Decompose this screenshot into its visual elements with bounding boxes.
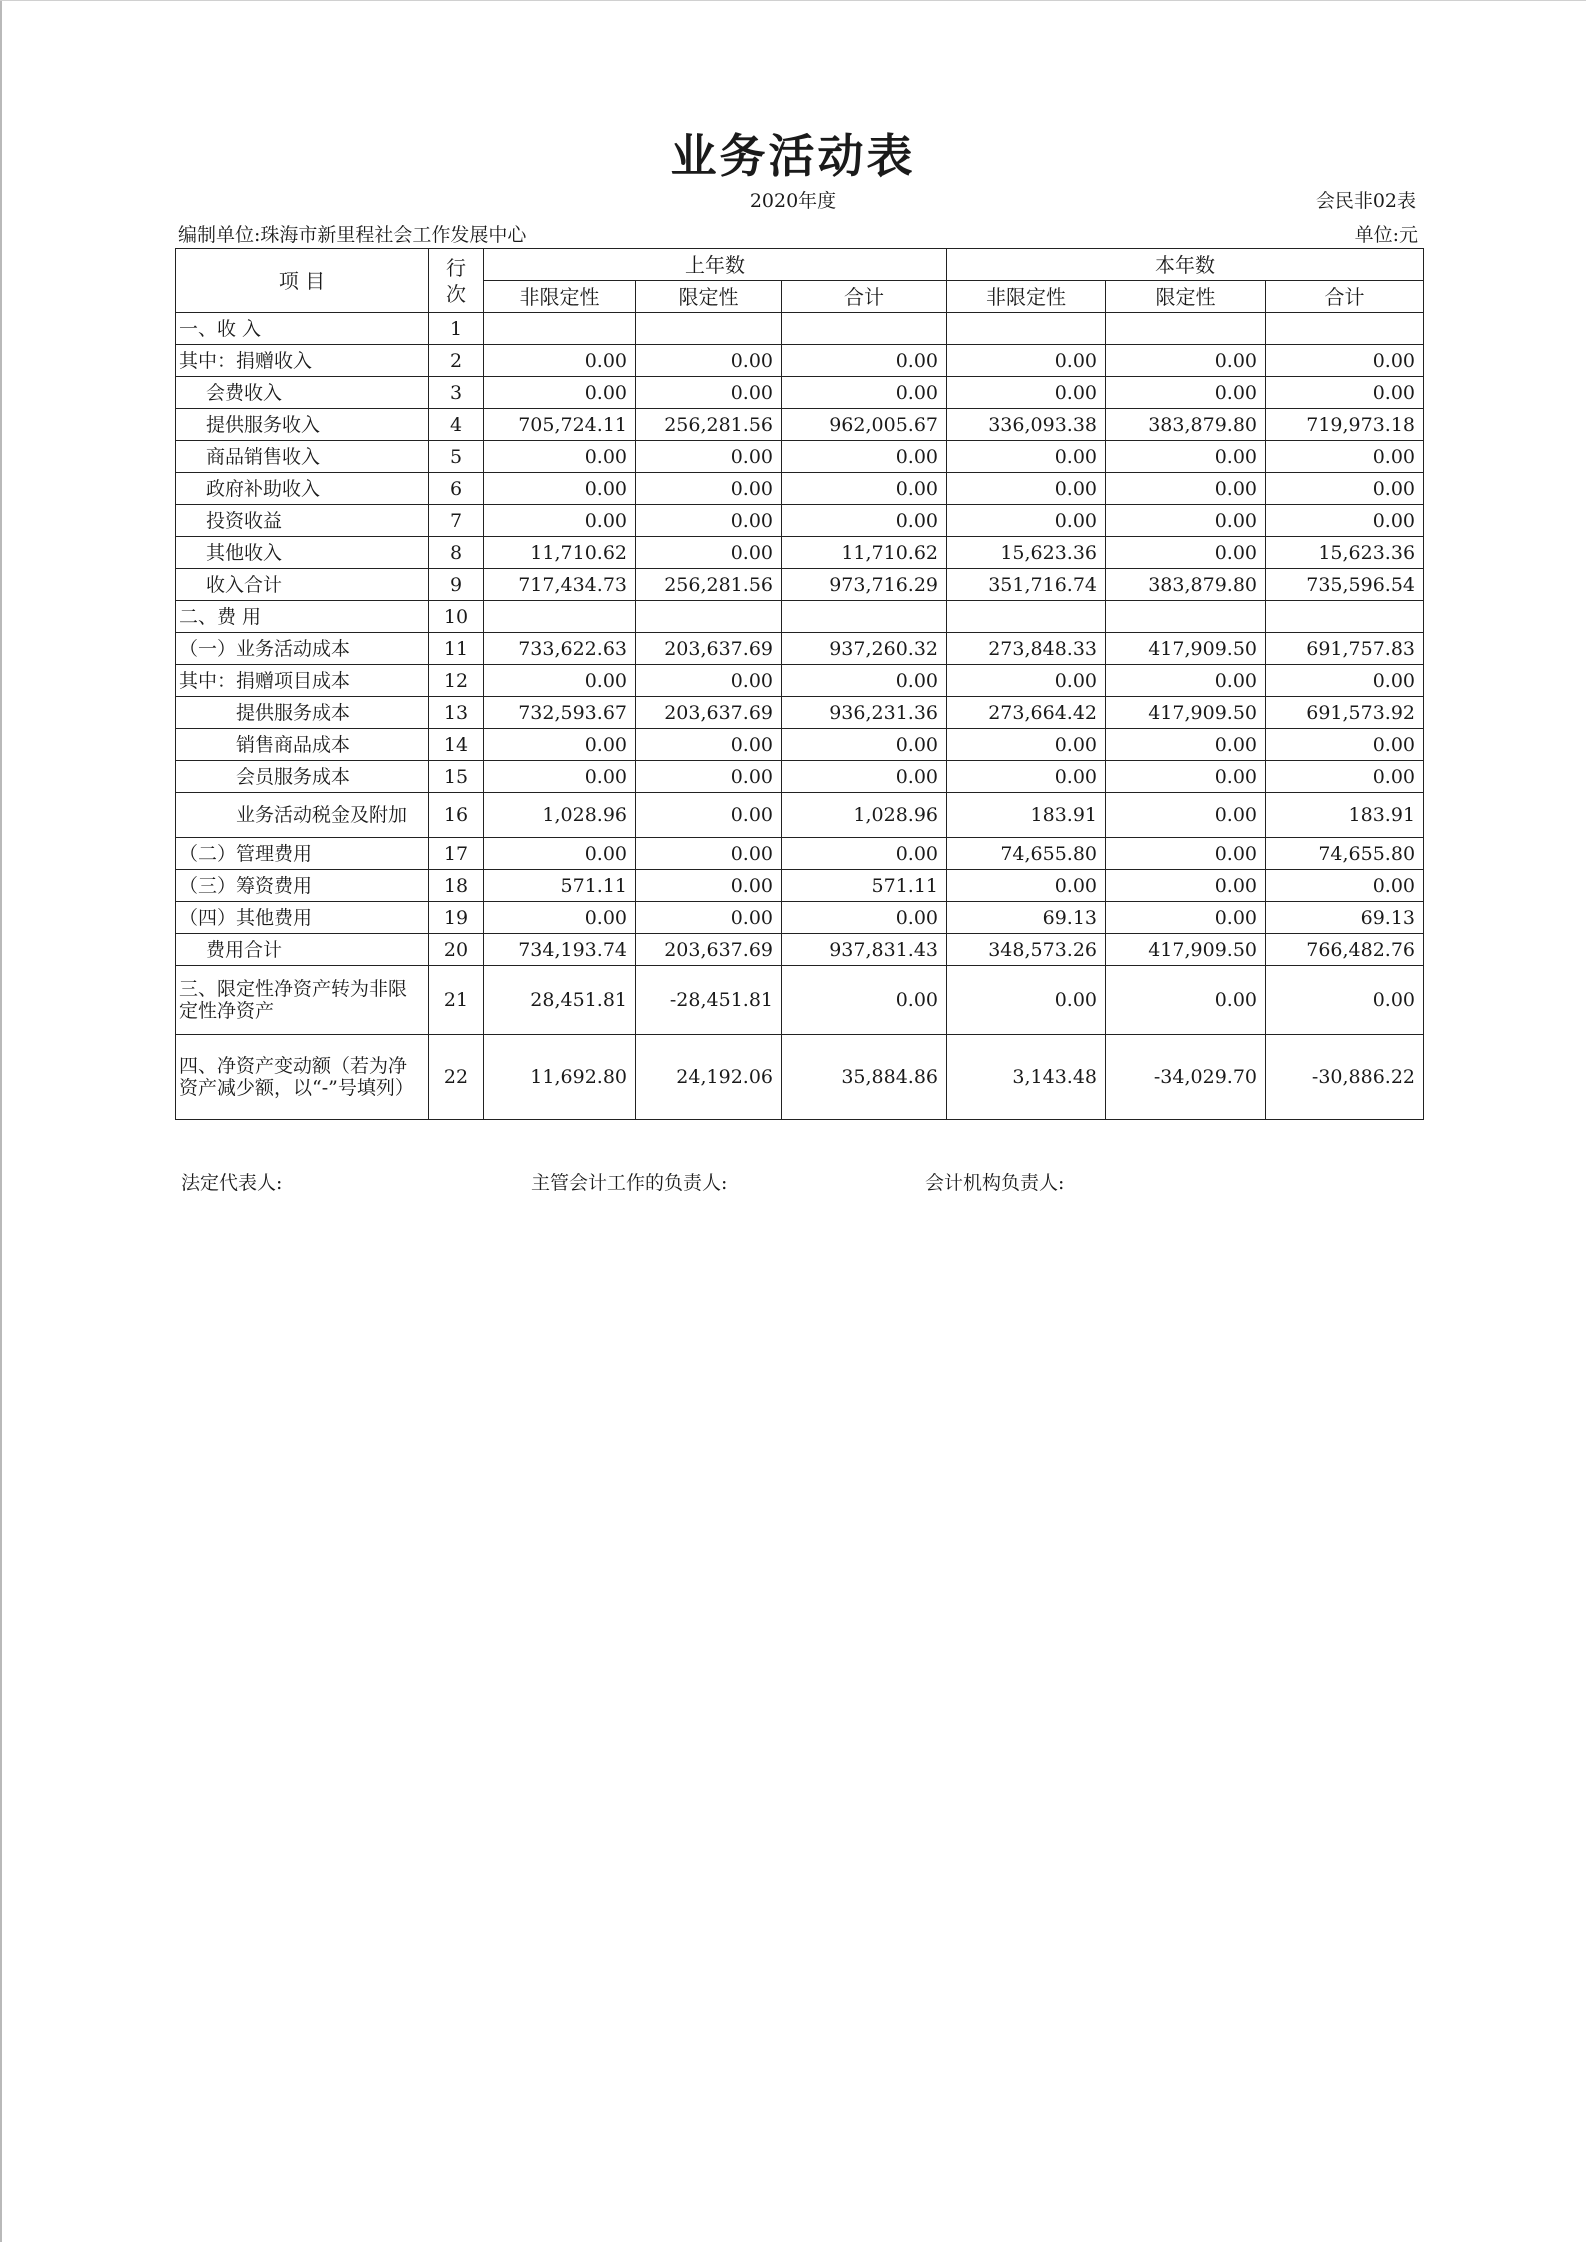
- cell-prev-total: 1,028.96: [782, 793, 947, 838]
- cell-curr-unrestricted: 0.00: [947, 377, 1106, 409]
- row-line-number: 5: [429, 441, 484, 473]
- cell-curr-unrestricted: 15,623.36: [947, 537, 1106, 569]
- row-item-label: 收入合计: [176, 569, 429, 601]
- cell-curr-total: 735,596.54: [1266, 569, 1424, 601]
- cell-curr-restricted: 0.00: [1106, 870, 1266, 902]
- cell-curr-unrestricted: 183.91: [947, 793, 1106, 838]
- header-prev-unrestricted: 非限定性: [484, 281, 636, 313]
- cell-curr-unrestricted: 0.00: [947, 761, 1106, 793]
- prepared-by-org: 编制单位:珠海市新里程社会工作发展中心: [178, 224, 527, 246]
- table-row: [176, 409, 1424, 441]
- cell-curr-unrestricted: 351,716.74: [947, 569, 1106, 601]
- cell-prev-total: 0.00: [782, 505, 947, 537]
- cell-curr-restricted: [1106, 601, 1266, 633]
- cell-curr-unrestricted: 336,093.38: [947, 409, 1106, 441]
- business-activity-table: [175, 248, 1424, 1120]
- table-row: [176, 1035, 1424, 1120]
- cell-curr-total: [1266, 601, 1424, 633]
- cell-prev-total: 0.00: [782, 838, 947, 870]
- cell-prev-restricted: 203,637.69: [636, 633, 782, 665]
- row-line-number: 16: [429, 793, 484, 838]
- cell-prev-total: 0.00: [782, 966, 947, 1035]
- cell-prev-unrestricted: 28,451.81: [484, 966, 636, 1035]
- row-line-number: 12: [429, 665, 484, 697]
- row-item-label: 三、限定性净资产转为非限定性净资产: [176, 966, 429, 1035]
- cell-curr-unrestricted: 0.00: [947, 345, 1106, 377]
- row-item-label: 投资收益: [176, 505, 429, 537]
- row-item-label: 销售商品成本: [176, 729, 429, 761]
- accounting-dept-head-label: 会计机构负责人:: [925, 1172, 1065, 1194]
- cell-prev-restricted: -28,451.81: [636, 966, 782, 1035]
- cell-curr-restricted: 417,909.50: [1106, 934, 1266, 966]
- cell-curr-total: [1266, 313, 1424, 345]
- cell-prev-restricted: 0.00: [636, 345, 782, 377]
- cell-curr-unrestricted: 0.00: [947, 870, 1106, 902]
- row-item-label: 二、费 用: [176, 601, 429, 633]
- header-prev-year: 上年数: [484, 249, 947, 281]
- row-item-label: 其他收入: [176, 537, 429, 569]
- header-curr-year: 本年数: [947, 249, 1424, 281]
- table-row: [176, 697, 1424, 729]
- table-row: [176, 902, 1424, 934]
- table-row: [176, 313, 1424, 345]
- currency-unit: 单位:元: [1354, 224, 1418, 246]
- cell-prev-restricted: 0.00: [636, 537, 782, 569]
- cell-curr-unrestricted: 0.00: [947, 441, 1106, 473]
- cell-curr-restricted: 0.00: [1106, 793, 1266, 838]
- header-row-1: [176, 249, 1424, 281]
- row-line-number: 22: [429, 1035, 484, 1120]
- cell-prev-total: 0.00: [782, 665, 947, 697]
- table-row: [176, 761, 1424, 793]
- cell-curr-unrestricted: 348,573.26: [947, 934, 1106, 966]
- cell-curr-total: 0.00: [1266, 966, 1424, 1035]
- row-item-label: （二）管理费用: [176, 838, 429, 870]
- cell-prev-restricted: 0.00: [636, 505, 782, 537]
- row-line-number: 1: [429, 313, 484, 345]
- cell-prev-unrestricted: 0.00: [484, 377, 636, 409]
- cell-prev-total: [782, 601, 947, 633]
- cell-prev-restricted: 0.00: [636, 729, 782, 761]
- cell-curr-total: 691,757.83: [1266, 633, 1424, 665]
- cell-prev-total: 936,231.36: [782, 697, 947, 729]
- cell-curr-total: 0.00: [1266, 761, 1424, 793]
- cell-curr-restricted: 0.00: [1106, 377, 1266, 409]
- cell-prev-total: [782, 313, 947, 345]
- cell-curr-total: 0.00: [1266, 473, 1424, 505]
- cell-curr-restricted: 0.00: [1106, 537, 1266, 569]
- cell-prev-unrestricted: 11,692.80: [484, 1035, 636, 1120]
- cell-curr-restricted: 0.00: [1106, 345, 1266, 377]
- table-row: [176, 537, 1424, 569]
- scan-edge-top: [0, 0, 1586, 1]
- cell-curr-restricted: 0.00: [1106, 665, 1266, 697]
- cell-prev-unrestricted: 0.00: [484, 665, 636, 697]
- cell-curr-restricted: [1106, 313, 1266, 345]
- cell-prev-total: 35,884.86: [782, 1035, 947, 1120]
- cell-curr-total: 0.00: [1266, 345, 1424, 377]
- cell-curr-restricted: 417,909.50: [1106, 697, 1266, 729]
- cell-curr-restricted: 383,879.80: [1106, 409, 1266, 441]
- cell-curr-total: -30,886.22: [1266, 1035, 1424, 1120]
- table-row: [176, 569, 1424, 601]
- row-item-label: 提供服务收入: [176, 409, 429, 441]
- legal-representative-label: 法定代表人:: [181, 1172, 283, 1194]
- cell-prev-unrestricted: 705,724.11: [484, 409, 636, 441]
- cell-prev-unrestricted: 0.00: [484, 441, 636, 473]
- cell-prev-unrestricted: 0.00: [484, 902, 636, 934]
- cell-prev-restricted: 0.00: [636, 793, 782, 838]
- cell-curr-unrestricted: 74,655.80: [947, 838, 1106, 870]
- cell-curr-restricted: 0.00: [1106, 761, 1266, 793]
- cell-prev-total: 937,831.43: [782, 934, 947, 966]
- table-row: [176, 870, 1424, 902]
- cell-prev-total: 0.00: [782, 473, 947, 505]
- row-item-label: 费用合计: [176, 934, 429, 966]
- cell-curr-total: 69.13: [1266, 902, 1424, 934]
- row-line-number: 4: [429, 409, 484, 441]
- row-line-number: 21: [429, 966, 484, 1035]
- cell-prev-total: 571.11: [782, 870, 947, 902]
- row-line-number: 6: [429, 473, 484, 505]
- cell-curr-unrestricted: [947, 601, 1106, 633]
- cell-prev-unrestricted: 732,593.67: [484, 697, 636, 729]
- cell-curr-restricted: 0.00: [1106, 729, 1266, 761]
- header-curr-restricted: 限定性: [1106, 281, 1266, 313]
- cell-prev-restricted: 256,281.56: [636, 409, 782, 441]
- table-row: [176, 377, 1424, 409]
- cell-curr-total: 719,973.18: [1266, 409, 1424, 441]
- cell-curr-unrestricted: [947, 313, 1106, 345]
- cell-prev-restricted: 0.00: [636, 665, 782, 697]
- table-row: [176, 729, 1424, 761]
- header-curr-unrestricted: 非限定性: [947, 281, 1106, 313]
- row-line-number: 2: [429, 345, 484, 377]
- cell-curr-restricted: 0.00: [1106, 441, 1266, 473]
- row-item-label: 政府补助收入: [176, 473, 429, 505]
- row-line-number: 13: [429, 697, 484, 729]
- cell-prev-unrestricted: 0.00: [484, 345, 636, 377]
- cell-prev-unrestricted: 0.00: [484, 838, 636, 870]
- cell-prev-unrestricted: 734,193.74: [484, 934, 636, 966]
- row-line-number: 7: [429, 505, 484, 537]
- row-line-number: 3: [429, 377, 484, 409]
- cell-prev-total: 0.00: [782, 729, 947, 761]
- table-row: [176, 345, 1424, 377]
- cell-curr-restricted: 0.00: [1106, 473, 1266, 505]
- cell-curr-restricted: -34,029.70: [1106, 1035, 1266, 1120]
- cell-prev-total: 0.00: [782, 902, 947, 934]
- cell-prev-total: 962,005.67: [782, 409, 947, 441]
- row-line-number: 14: [429, 729, 484, 761]
- cell-prev-unrestricted: 0.00: [484, 505, 636, 537]
- cell-curr-restricted: 0.00: [1106, 966, 1266, 1035]
- report-title: 业务活动表: [670, 129, 916, 183]
- table-row: [176, 601, 1424, 633]
- cell-curr-total: 0.00: [1266, 505, 1424, 537]
- table-row: [176, 966, 1424, 1035]
- cell-curr-total: 15,623.36: [1266, 537, 1424, 569]
- cell-prev-total: 11,710.62: [782, 537, 947, 569]
- cell-prev-restricted: 0.00: [636, 870, 782, 902]
- cell-prev-unrestricted: 571.11: [484, 870, 636, 902]
- row-line-number: 19: [429, 902, 484, 934]
- row-line-number: 15: [429, 761, 484, 793]
- cell-curr-unrestricted: 273,664.42: [947, 697, 1106, 729]
- row-item-label: 商品销售收入: [176, 441, 429, 473]
- header-prev-restricted: 限定性: [636, 281, 782, 313]
- cell-curr-restricted: 0.00: [1106, 902, 1266, 934]
- table-row: [176, 793, 1424, 838]
- row-line-number: 10: [429, 601, 484, 633]
- cell-curr-unrestricted: 3,143.48: [947, 1035, 1106, 1120]
- cell-prev-restricted: 0.00: [636, 377, 782, 409]
- cell-prev-total: 0.00: [782, 441, 947, 473]
- row-item-label: 业务活动税金及附加: [176, 793, 429, 838]
- cell-prev-unrestricted: [484, 313, 636, 345]
- cell-curr-total: 0.00: [1266, 665, 1424, 697]
- cell-prev-total: 0.00: [782, 761, 947, 793]
- header-item: 项 目: [176, 249, 429, 313]
- cell-curr-total: 0.00: [1266, 870, 1424, 902]
- header-line-no: 行次: [429, 249, 484, 313]
- cell-prev-unrestricted: 717,434.73: [484, 569, 636, 601]
- cell-curr-unrestricted: 273,848.33: [947, 633, 1106, 665]
- table-row: [176, 838, 1424, 870]
- cell-curr-restricted: 0.00: [1106, 838, 1266, 870]
- cell-prev-restricted: 203,637.69: [636, 697, 782, 729]
- cell-curr-total: 0.00: [1266, 729, 1424, 761]
- row-item-label: 四、净资产变动额（若为净资产减少额，以“-”号填列）: [176, 1035, 429, 1120]
- cell-curr-total: 183.91: [1266, 793, 1424, 838]
- cell-curr-unrestricted: 0.00: [947, 473, 1106, 505]
- form-number: 会民非02表: [1315, 190, 1416, 212]
- cell-prev-unrestricted: 1,028.96: [484, 793, 636, 838]
- row-item-label: 其中：捐赠收入: [176, 345, 429, 377]
- cell-prev-unrestricted: 733,622.63: [484, 633, 636, 665]
- header-curr-total: 合计: [1266, 281, 1424, 313]
- cell-prev-total: 0.00: [782, 345, 947, 377]
- row-item-label: （四）其他费用: [176, 902, 429, 934]
- cell-prev-restricted: [636, 601, 782, 633]
- cell-prev-total: 937,260.32: [782, 633, 947, 665]
- cell-prev-restricted: 203,637.69: [636, 934, 782, 966]
- table-row: [176, 665, 1424, 697]
- scan-edge-left: [0, 0, 2, 2242]
- row-item-label: （一）业务活动成本: [176, 633, 429, 665]
- report-year: 2020年度: [749, 190, 837, 212]
- row-item-label: （三）筹资费用: [176, 870, 429, 902]
- cell-prev-restricted: 0.00: [636, 441, 782, 473]
- cell-prev-unrestricted: 0.00: [484, 729, 636, 761]
- table-row: [176, 934, 1424, 966]
- cell-prev-restricted: 0.00: [636, 473, 782, 505]
- accounting-head-label: 主管会计工作的负责人:: [531, 1172, 728, 1194]
- cell-curr-restricted: 0.00: [1106, 505, 1266, 537]
- table-row: [176, 505, 1424, 537]
- cell-prev-unrestricted: [484, 601, 636, 633]
- cell-prev-unrestricted: 0.00: [484, 761, 636, 793]
- row-line-number: 20: [429, 934, 484, 966]
- cell-curr-total: 691,573.92: [1266, 697, 1424, 729]
- cell-prev-restricted: 0.00: [636, 761, 782, 793]
- cell-prev-unrestricted: 0.00: [484, 473, 636, 505]
- cell-curr-unrestricted: 69.13: [947, 902, 1106, 934]
- cell-prev-restricted: [636, 313, 782, 345]
- cell-curr-total: 74,655.80: [1266, 838, 1424, 870]
- cell-prev-total: 0.00: [782, 377, 947, 409]
- cell-curr-restricted: 417,909.50: [1106, 633, 1266, 665]
- cell-prev-unrestricted: 11,710.62: [484, 537, 636, 569]
- row-item-label: 会员服务成本: [176, 761, 429, 793]
- table-row: [176, 633, 1424, 665]
- cell-prev-restricted: 256,281.56: [636, 569, 782, 601]
- table-row: [176, 473, 1424, 505]
- row-line-number: 11: [429, 633, 484, 665]
- row-line-number: 18: [429, 870, 484, 902]
- row-item-label: 提供服务成本: [176, 697, 429, 729]
- cell-curr-unrestricted: 0.00: [947, 966, 1106, 1035]
- cell-curr-total: 0.00: [1266, 441, 1424, 473]
- cell-curr-restricted: 383,879.80: [1106, 569, 1266, 601]
- cell-prev-restricted: 0.00: [636, 838, 782, 870]
- row-line-number: 8: [429, 537, 484, 569]
- cell-prev-restricted: 24,192.06: [636, 1035, 782, 1120]
- cell-curr-unrestricted: 0.00: [947, 729, 1106, 761]
- row-line-number: 17: [429, 838, 484, 870]
- row-item-label: 一、收 入: [176, 313, 429, 345]
- cell-curr-total: 0.00: [1266, 377, 1424, 409]
- cell-curr-unrestricted: 0.00: [947, 665, 1106, 697]
- header-prev-total: 合计: [782, 281, 947, 313]
- row-item-label: 会费收入: [176, 377, 429, 409]
- row-item-label: 其中：捐赠项目成本: [176, 665, 429, 697]
- cell-prev-restricted: 0.00: [636, 902, 782, 934]
- cell-curr-unrestricted: 0.00: [947, 505, 1106, 537]
- row-line-number: 9: [429, 569, 484, 601]
- cell-curr-total: 766,482.76: [1266, 934, 1424, 966]
- table-row: [176, 441, 1424, 473]
- cell-prev-total: 973,716.29: [782, 569, 947, 601]
